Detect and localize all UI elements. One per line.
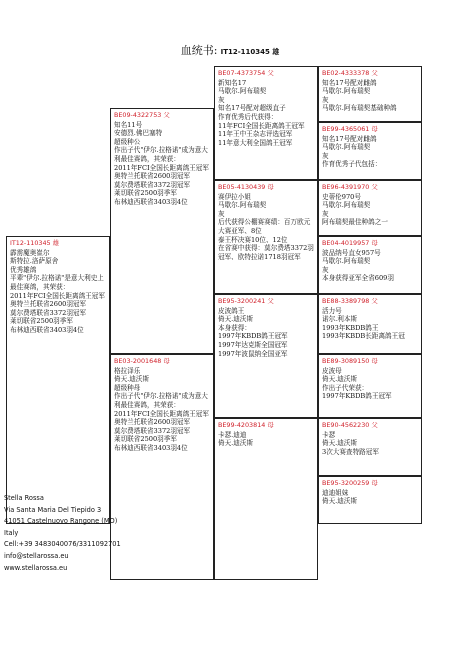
pedigree-text-line: 1997年达克斯全国冠军: [218, 340, 288, 349]
pedigree-text-line: 灰: [322, 95, 329, 104]
pedigree-text-line: 作育优秀子代包括：: [322, 160, 382, 169]
pedigree-text-line: 马歇尔.阿布瑞契基础种鸽: [322, 104, 397, 113]
ggp-box-5: [318, 294, 422, 354]
pedigree-text-line: 莫尔费塔联省3372羽冠军: [114, 180, 191, 189]
sire-dam-box: [214, 180, 318, 294]
pedigree-text-line: 作育优秀后代获得：: [218, 112, 278, 121]
pedigree-text-line: 布林迪西联省3403羽4位: [114, 197, 188, 206]
pedigree-text-line: 马歇尔.阿布瑞契: [218, 201, 267, 210]
pedigree-text-line: 优秀雄鸽: [10, 265, 37, 274]
pedigree-text-line: 在省赛中获得：莫尔费塔3372羽冠军、欧特拉诺1718羽冠军: [218, 244, 314, 261]
pedigree-text-line: 奥特兰托联省2600羽冠军: [114, 418, 191, 427]
ring-number-header: BE99-4203814 母: [218, 421, 274, 429]
pedigree-text-line: 马歇尔.阿布瑞契: [322, 201, 371, 210]
ring-number-header: IT12-110345 雄: [10, 239, 60, 247]
pedigree-text-line: 知名17号配对雌鸽: [322, 134, 377, 143]
pedigree-text-line: 莱切联省2500羽季军: [114, 189, 177, 198]
ggp-box-6: [318, 354, 422, 418]
ring-number-header: BE96-4391970 父: [322, 183, 378, 191]
pedigree-text-line: 1993年KBDB长距离鸽王冠: [322, 332, 405, 341]
pedigree-text-line: 2011年FCI全国长距离鸽王冠军: [114, 163, 209, 172]
pedigree-text-line: 超级种母: [114, 383, 141, 392]
ring-number-header: BE09-4322753 父: [114, 111, 170, 119]
pedigree-text-line: 阿布瑞契最佳种鸽之一: [322, 218, 388, 227]
pedigree-text-line: 莱切联省2500羽季军: [10, 317, 73, 326]
pedigree-text-line: 倚天.迪沃斯: [218, 439, 254, 448]
pedigree-text-line: 霹雳魔奥崔尔: [10, 248, 50, 257]
pedigree-subject-box: [6, 236, 110, 524]
pedigree-text-line: 灰: [218, 95, 225, 104]
pedigree-text-line: 波品纳号直女957号: [322, 248, 381, 257]
pedigree-text-line: 2011年FCI全国长距离鸽王冠军: [114, 409, 209, 418]
pedigree-text-line: 皮波母: [322, 366, 342, 375]
pedigree-text-line: 知名17号配对雌鸽: [322, 78, 377, 87]
ggp-box-7: [318, 418, 422, 476]
ring-number-header: BE05-4130439 母: [218, 183, 274, 191]
ring-number-header: BE04-4019957 母: [322, 239, 378, 247]
pedigree-text-line: 马歇尔.阿布瑞契: [322, 257, 371, 266]
pedigree-text-line: 马歇尔.阿布瑞契: [322, 143, 371, 152]
pedigree-text-line: 奥特兰托联省2600羽冠军: [10, 300, 87, 309]
dam-sire-box: [214, 294, 318, 418]
pedigree-text-line: 奥特兰托联省2600羽冠军: [114, 172, 191, 181]
pedigree-text-line: 后代获得公棚赛赛绩：百万欧元大赛亚军、8位: [218, 218, 311, 235]
pedigree-text-line: 布林迪西联省3403羽4位: [114, 443, 188, 452]
pedigree-text-line: 本身获得：: [218, 323, 251, 332]
ggp-box-8: [318, 476, 422, 524]
pedigree-text-line: 泰王杯决赛10位、12位: [218, 235, 288, 244]
pedigree-text-line: 1997年KBDB鸽王冠军: [218, 332, 288, 341]
pedigree-text-line: 迪迪姐妹: [322, 488, 349, 497]
ggp-box-2: [318, 122, 422, 180]
ring-number-header: BE90-4562230 父: [322, 421, 378, 429]
pedigree-text-line: 斯特拉.洛萨原舍: [10, 257, 59, 266]
pedigree-text-line: 史蒂伦970号: [322, 192, 361, 201]
pedigree-text-line: 诺尔.利本斯: [322, 315, 358, 324]
pedigree-text-line: 2011年FCI全国长距离鸽王冠军: [10, 291, 105, 300]
pedigree-text-line: 11年王中王杂志评选冠军: [218, 130, 293, 139]
pedigree-text-line: 平辈"伊尔.拉格诺"是意大利史上最佳赛鸽，其荣获：: [10, 274, 104, 291]
pedigree-text-line: 卡瑟.迪迪: [218, 430, 247, 439]
pedigree-text-line: 新知名17: [218, 78, 247, 87]
pedigree-text-line: 倚天.迪沃斯: [322, 375, 358, 384]
pedigree-text-line: 灰: [218, 209, 225, 218]
dam-box: [110, 354, 214, 580]
breeder-street: Via Santa Maria Del Tiepido 3: [4, 505, 102, 514]
ring-number-header: BE88-3389798 父: [322, 297, 378, 305]
pedigree-text-line: 安德烈.佛巴塞特: [114, 129, 163, 138]
sire-box: [110, 108, 214, 354]
pedigree-text-line: 灰: [322, 265, 329, 274]
pedigree-text-line: 11年FCI全国长距离鸽王冠军: [218, 121, 305, 130]
pedigree-text-line: 莫尔费塔联省3372羽冠军: [10, 308, 87, 317]
pedigree-text-line: 灰: [322, 151, 329, 160]
pedigree-text-line: 1993年KBDB鸽王: [322, 323, 379, 332]
pedigree-text-line: 知名17号配对超级直子: [218, 104, 286, 113]
pedigree-text-line: 知名11号: [114, 120, 143, 129]
pedigree-text-line: 马歇尔.阿布瑞契: [218, 87, 267, 96]
dam-dam-box: [214, 418, 318, 580]
breeder-email[interactable]: info@stellarossa.eu: [4, 551, 69, 560]
sire-sire-box: [214, 66, 318, 180]
pedigree-text-line: 作出子代"伊尔.拉格诺"成为意大利最佳赛鸽，其荣获：: [114, 392, 208, 409]
pedigree-text-line: 布林迪西联省3403羽4位: [10, 325, 84, 334]
breeder-city: 41051 Castelnuovo Rangone (MO): [4, 517, 118, 526]
pedigree-text-line: 作出子代"伊尔.拉格诺"成为意大利最佳赛鸽，其荣获：: [114, 146, 208, 163]
ggp-box-1: [318, 66, 422, 122]
breeder-website[interactable]: www.stellarossa.eu: [4, 563, 68, 572]
pedigree-text-line: 3次大赛查特路冠军: [322, 447, 379, 456]
ring-number-header: BE95-3200259 母: [322, 479, 378, 487]
pedigree-text-line: 本身获得亚军全省609羽: [322, 274, 394, 283]
pedigree-text-line: 皮波鸽王: [218, 306, 245, 315]
pedigree-text-line: 超级种公: [114, 137, 141, 146]
title-ring-number: IT12-110345 雄: [220, 48, 280, 56]
pedigree-text-line: 莱切联省2500羽季军: [114, 435, 177, 444]
pedigree-text-line: 11年意大利全国鸽王冠军: [218, 138, 293, 147]
pedigree-text-line: 倚天.迪沃斯: [218, 315, 254, 324]
breeder-country: Italy: [4, 528, 19, 537]
ring-number-header: BE99-4365061 母: [322, 125, 378, 133]
pedigree-text-line: 莫尔费塔联省3372羽冠军: [114, 426, 191, 435]
ggp-box-4: [318, 236, 422, 294]
pedigree-title: [0, 42, 460, 58]
pedigree-text-line: 灰: [322, 209, 329, 218]
pedigree-text-line: 倚天.迪沃斯: [114, 375, 150, 384]
title-label: 血统书:: [180, 44, 218, 57]
breeder-name: Stella Rossa: [4, 494, 44, 502]
pedigree-text-line: 1997年KBDB鸽王冠军: [322, 392, 392, 401]
breeder-phone: Cell:+39 3483040076/3311092701: [4, 540, 121, 549]
pedigree-text-line: 马歇尔.阿布瑞契: [322, 87, 371, 96]
ggp-box-3: [318, 180, 422, 236]
pedigree-text-line: 倚天.迪沃斯: [322, 439, 358, 448]
pedigree-text-line: 赛伊拉小姐: [218, 192, 251, 201]
ring-number-header: BE02-4333378 父: [322, 69, 378, 77]
ring-number-header: BE95-3200241 父: [218, 297, 274, 305]
pedigree-text-line: 格拉泽乐: [114, 366, 141, 375]
pedigree-text-line: 作出子代荣获：: [322, 383, 369, 392]
pedigree-text-line: 1997年波鼠纳全国亚军: [218, 349, 288, 358]
breeder-contact: [4, 493, 121, 574]
ring-number-header: BE07-4373754 父: [218, 69, 274, 77]
ring-number-header: BE89-3089150 母: [322, 357, 378, 365]
ring-number-header: BE03-2001648 母: [114, 357, 170, 365]
pedigree-text-line: 倚天.迪沃斯: [322, 497, 358, 506]
pedigree-text-line: 活力号: [322, 306, 342, 315]
pedigree-text-line: 卡瑟: [322, 430, 336, 439]
